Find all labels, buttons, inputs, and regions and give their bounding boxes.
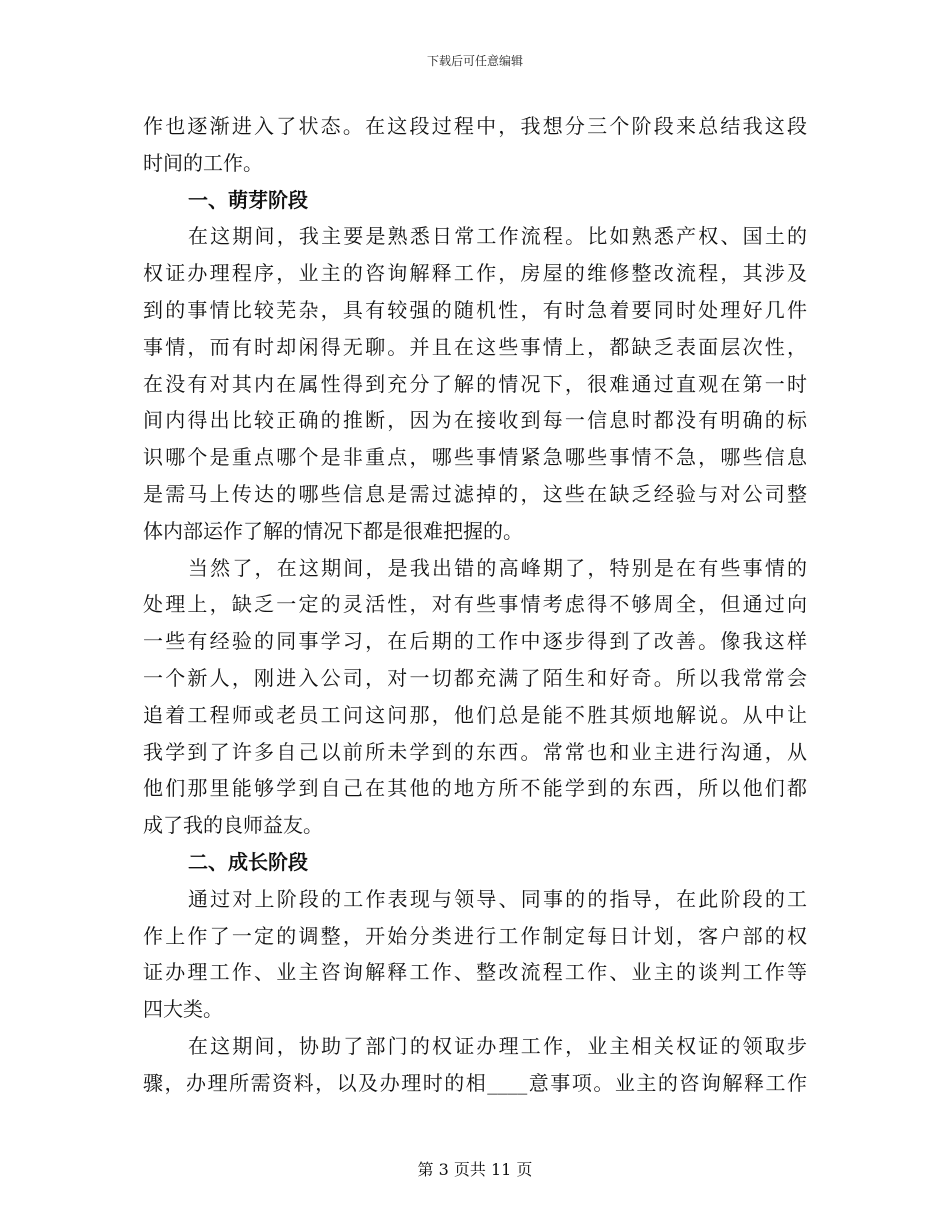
paragraph-line: 一些有经验的同事学习，在后期的工作中逐步得到了改善。像我这样 xyxy=(143,629,807,654)
section-heading: 二、成长阶段 xyxy=(188,849,308,874)
paragraph-line: 骤，办理所需资料，以及办理时的相____意事项。业主的咨询解释工作 xyxy=(143,1070,807,1095)
document-body xyxy=(143,108,807,1102)
page-footer: 第 3 页共 11 页 xyxy=(417,1160,533,1179)
paragraph-line: 是需马上传达的哪些信息是需过滤掉的，这些在缺乏经验与对公司整 xyxy=(143,481,807,506)
paragraph-line: 处理上，缺乏一定的灵活性，对有些事情考虑得不够周全，但通过向 xyxy=(143,592,807,617)
paragraph-line: 权证办理程序，业主的咨询解释工作，房屋的维修整改流程，其涉及 xyxy=(143,261,807,286)
paragraph-line: 四大类。 xyxy=(143,997,223,1022)
paragraph-line: 识哪个是重点哪个是非重点，哪些事情紧急哪些事情不急，哪些信息 xyxy=(143,445,807,470)
paragraph-line: 在这期间，我主要是熟悉日常工作流程。比如熟悉产权、国土的 xyxy=(188,224,807,249)
paragraph-line: 事情，而有时却闲得无聊。并且在这些事情上，都缺乏表面层次性， xyxy=(143,334,807,359)
paragraph-line: 他们那里能够学到自己在其他的地方所不能学到的东西，所以他们都 xyxy=(143,776,807,801)
paragraph-line: 作上作了一定的调整，开始分类进行工作制定每日计划，客户部的权 xyxy=(143,923,807,948)
paragraph-line: 通过对上阶段的工作表现与领导、同事的的指导，在此阶段的工 xyxy=(188,886,807,911)
paragraph-line: 作也逐渐进入了状态。在这段过程中，我想分三个阶段来总结我这段 xyxy=(143,114,807,138)
paragraph-line: 一个新人，刚进入公司，对一切都充满了陌生和好奇。所以我常常会 xyxy=(143,665,807,690)
section-heading: 一、萌芽阶段 xyxy=(188,187,308,212)
paragraph-line: 间内得出比较正确的推断，因为在接收到每一信息时都没有明确的标 xyxy=(143,408,807,433)
paragraph-line: 当然了，在这期间，是我出错的高峰期了，特别是在有些事情的 xyxy=(188,555,807,580)
page-header: 下载后可任意编辑 xyxy=(426,54,523,68)
paragraph-line: 我学到了许多自己以前所未学到的东西。常常也和业主进行沟通，从 xyxy=(143,739,807,764)
paragraph-line: 成了我的良师益友。 xyxy=(143,813,323,838)
paragraph-line: 在这期间，协助了部门的权证办理工作，业主相关权证的领取步 xyxy=(188,1033,807,1058)
paragraph-line: 追着工程师或老员工问这问那，他们总是能不胜其烦地解说。从中让 xyxy=(143,702,807,727)
paragraph-line: 证办理工作、业主咨询解释工作、整改流程工作、业主的谈判工作等 xyxy=(143,960,807,985)
paragraph-line: 时间的工作。 xyxy=(143,150,263,175)
paragraph-line: 到的事情比较芜杂，具有较强的随机性，有时急着要同时处理好几件 xyxy=(143,297,807,322)
paragraph-line: 体内部运作了解的情况下都是很难把握的。 xyxy=(143,518,523,543)
paragraph-line: 在没有对其内在属性得到充分了解的情况下，很难通过直观在第一时 xyxy=(143,371,807,396)
